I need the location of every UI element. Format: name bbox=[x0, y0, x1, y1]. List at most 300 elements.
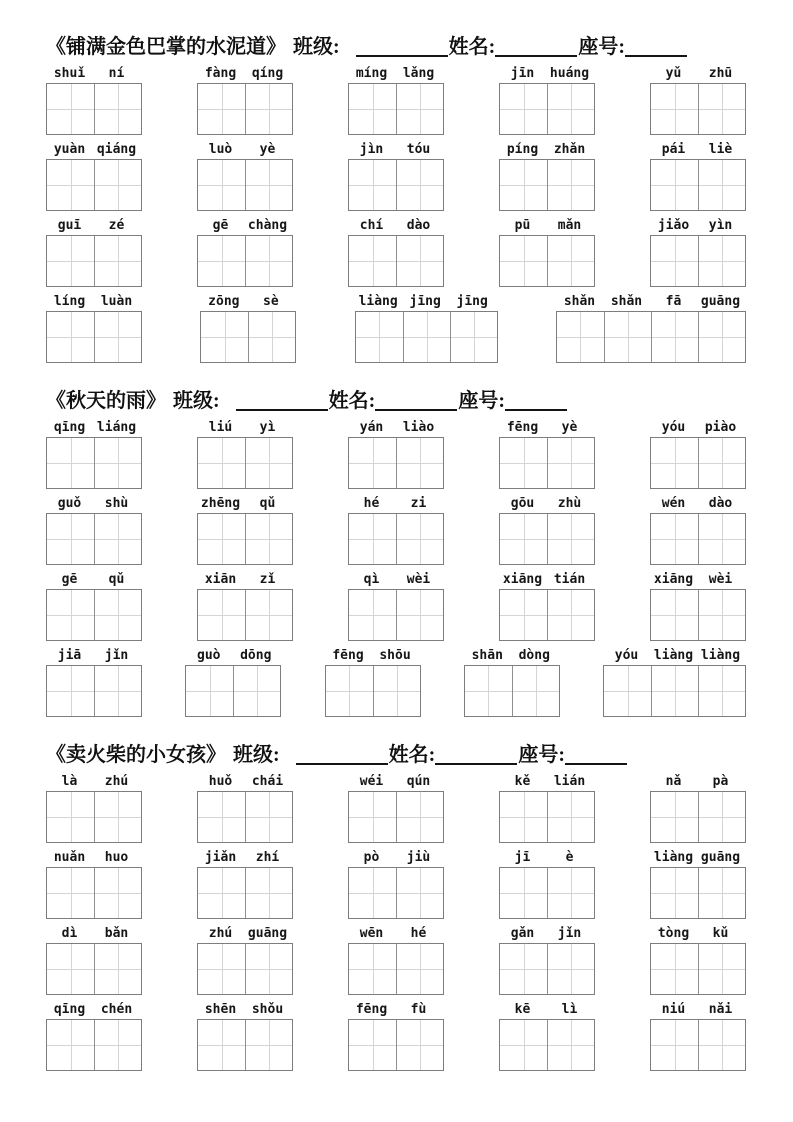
pinyin-word-group bbox=[499, 926, 595, 998]
pinyin-syllable: shēn bbox=[204, 1002, 237, 1017]
pinyin-labels bbox=[499, 218, 595, 234]
pinyin-word-group bbox=[650, 572, 746, 644]
section-title: 《秋天的雨》 bbox=[46, 390, 166, 412]
pinyin-syllable: guāng bbox=[700, 850, 741, 865]
pinyin-labels bbox=[197, 420, 293, 436]
pinyin-labels bbox=[348, 496, 444, 512]
pinyin-syllable: wén bbox=[661, 496, 686, 511]
pinyin-labels bbox=[348, 850, 444, 866]
pinyin-word-group bbox=[650, 926, 746, 998]
writing-cell bbox=[500, 944, 547, 994]
header-field-label: 姓名: bbox=[328, 390, 376, 412]
pinyin-syllable: yóu bbox=[614, 648, 639, 663]
header-field-label: 班级: bbox=[233, 744, 280, 766]
pinyin-syllable: qiáng bbox=[96, 142, 137, 157]
pinyin-syllable: guǒ bbox=[57, 496, 82, 511]
writing-grid bbox=[499, 943, 595, 995]
writing-cell bbox=[500, 84, 547, 134]
pinyin-word-group bbox=[197, 66, 293, 138]
pinyin-syllable: fā bbox=[665, 294, 682, 309]
pinyin-syllable: xiāng bbox=[653, 572, 694, 587]
writing-cell bbox=[94, 160, 141, 210]
writing-cell bbox=[500, 514, 547, 564]
pinyin-syllable: shù bbox=[104, 496, 129, 511]
pinyin-syllable: è bbox=[565, 850, 574, 865]
pinyin-syllable: jiā bbox=[57, 648, 82, 663]
writing-cell bbox=[698, 312, 745, 362]
writing-cell bbox=[186, 666, 233, 716]
writing-grid bbox=[46, 83, 142, 135]
pinyin-word-group bbox=[348, 1002, 444, 1074]
pinyin-syllable: jiǎn bbox=[204, 850, 237, 865]
pinyin-syllable: pò bbox=[363, 850, 380, 865]
pinyin-syllable: qún bbox=[406, 774, 431, 789]
pinyin-syllable: jī bbox=[514, 850, 531, 865]
writing-cell bbox=[94, 1020, 141, 1070]
writing-cell bbox=[547, 160, 594, 210]
writing-cell bbox=[47, 236, 94, 286]
writing-cell bbox=[349, 236, 396, 286]
writing-cell bbox=[94, 312, 141, 362]
writing-grid bbox=[603, 665, 746, 717]
word-row bbox=[46, 496, 746, 568]
writing-cell bbox=[47, 868, 94, 918]
section-header bbox=[46, 390, 748, 413]
writing-grid bbox=[348, 159, 444, 211]
writing-grid bbox=[46, 235, 142, 287]
pinyin-word-group bbox=[197, 1002, 293, 1074]
pinyin-word-group bbox=[46, 774, 142, 846]
pinyin-word-group bbox=[197, 850, 293, 922]
pinyin-labels bbox=[46, 572, 142, 588]
pinyin-syllable: jīng bbox=[456, 294, 488, 309]
writing-grid bbox=[650, 791, 746, 843]
writing-grid bbox=[348, 867, 444, 919]
writing-grid bbox=[348, 235, 444, 287]
pinyin-labels bbox=[46, 774, 142, 790]
writing-grid bbox=[650, 235, 746, 287]
header-field-label: 座号: bbox=[518, 744, 566, 766]
header-blank-line bbox=[375, 406, 457, 411]
writing-grid bbox=[348, 513, 444, 565]
pinyin-syllable: kē bbox=[514, 1002, 531, 1017]
pinyin-labels bbox=[355, 294, 498, 310]
pinyin-syllable: fù bbox=[410, 1002, 427, 1017]
pinyin-labels bbox=[603, 648, 746, 664]
writing-grid bbox=[200, 311, 296, 363]
writing-cell bbox=[349, 84, 396, 134]
pinyin-word-group bbox=[197, 496, 293, 568]
writing-cell bbox=[198, 514, 245, 564]
writing-cell bbox=[245, 514, 292, 564]
writing-cell bbox=[500, 792, 547, 842]
writing-grid bbox=[46, 513, 142, 565]
pinyin-word-group bbox=[499, 572, 595, 644]
header-field-label: 座号: bbox=[578, 36, 626, 58]
pinyin-syllable: hé bbox=[410, 926, 427, 941]
pinyin-labels bbox=[348, 420, 444, 436]
writing-cell bbox=[47, 1020, 94, 1070]
pinyin-syllable: pà bbox=[712, 774, 729, 789]
pinyin-syllable: gē bbox=[212, 218, 229, 233]
pinyin-syllable: zhú bbox=[208, 926, 233, 941]
pinyin-labels bbox=[650, 1002, 746, 1018]
writing-cell bbox=[698, 236, 745, 286]
header-field-label: 座号: bbox=[458, 390, 506, 412]
writing-cell bbox=[557, 312, 604, 362]
writing-cell bbox=[396, 1020, 443, 1070]
writing-cell bbox=[547, 944, 594, 994]
pinyin-word-group bbox=[348, 66, 444, 138]
writing-cell bbox=[47, 944, 94, 994]
pinyin-syllable: zhù bbox=[557, 496, 582, 511]
writing-cell bbox=[245, 438, 292, 488]
pinyin-word-group bbox=[46, 142, 142, 214]
pinyin-labels bbox=[185, 648, 281, 664]
writing-cell bbox=[698, 944, 745, 994]
pinyin-syllable: zōng bbox=[208, 294, 240, 309]
pinyin-syllable: shǒu bbox=[251, 1002, 284, 1017]
pinyin-word-group bbox=[197, 926, 293, 998]
pinyin-labels bbox=[499, 66, 595, 82]
writing-cell bbox=[465, 666, 512, 716]
writing-grid bbox=[46, 665, 142, 717]
pinyin-syllable: ní bbox=[108, 66, 125, 81]
writing-cell bbox=[356, 312, 403, 362]
header-field-label: 姓名: bbox=[388, 744, 436, 766]
pinyin-syllable: guāng bbox=[700, 294, 741, 309]
pinyin-syllable: chén bbox=[100, 1002, 133, 1017]
word-row bbox=[46, 142, 746, 214]
pinyin-syllable: zhēng bbox=[200, 496, 241, 511]
pinyin-word-group bbox=[650, 420, 746, 492]
writing-cell bbox=[245, 944, 292, 994]
writing-cell bbox=[651, 438, 698, 488]
pinyin-syllable: guò bbox=[197, 648, 221, 663]
pinyin-syllable: fēng bbox=[332, 648, 364, 663]
pinyin-word-group bbox=[499, 850, 595, 922]
pinyin-syllable: hé bbox=[363, 496, 380, 511]
pinyin-labels bbox=[650, 850, 746, 866]
writing-grid bbox=[499, 589, 595, 641]
pinyin-syllable: fēng bbox=[355, 1002, 388, 1017]
writing-cell bbox=[698, 868, 745, 918]
writing-cell bbox=[245, 868, 292, 918]
writing-cell bbox=[47, 514, 94, 564]
pinyin-labels bbox=[348, 1002, 444, 1018]
pinyin-syllable: fàng bbox=[204, 66, 237, 81]
writing-cell bbox=[651, 590, 698, 640]
writing-grid bbox=[650, 437, 746, 489]
header-blank-line bbox=[435, 760, 517, 765]
writing-cell bbox=[94, 84, 141, 134]
header-blank-line bbox=[505, 406, 567, 411]
writing-cell bbox=[698, 438, 745, 488]
pinyin-syllable: kǔ bbox=[712, 926, 729, 941]
writing-grid bbox=[650, 159, 746, 211]
pinyin-syllable: bǎn bbox=[104, 926, 129, 941]
pinyin-word-group bbox=[348, 496, 444, 568]
writing-grid bbox=[197, 943, 293, 995]
writing-cell bbox=[651, 514, 698, 564]
header-field-label: 班级: bbox=[293, 36, 340, 58]
pinyin-labels bbox=[499, 496, 595, 512]
writing-cell bbox=[245, 792, 292, 842]
pinyin-word-group bbox=[348, 850, 444, 922]
pinyin-syllable: huo bbox=[104, 850, 129, 865]
pinyin-syllable: wēn bbox=[359, 926, 384, 941]
pinyin-syllable: shǎn bbox=[563, 294, 596, 309]
writing-grid bbox=[46, 159, 142, 211]
writing-cell bbox=[349, 944, 396, 994]
pinyin-syllable: chí bbox=[359, 218, 384, 233]
pinyin-labels bbox=[348, 926, 444, 942]
pinyin-word-group bbox=[650, 66, 746, 138]
writing-grid bbox=[499, 83, 595, 135]
pinyin-syllable: luò bbox=[208, 142, 233, 157]
pinyin-syllable: yè bbox=[561, 420, 578, 435]
pinyin-syllable: yán bbox=[359, 420, 384, 435]
writing-cell bbox=[198, 160, 245, 210]
pinyin-labels bbox=[650, 142, 746, 158]
pinyin-labels bbox=[348, 218, 444, 234]
word-row bbox=[46, 294, 746, 366]
writing-cell bbox=[547, 438, 594, 488]
writing-cell bbox=[547, 868, 594, 918]
pinyin-syllable: yè bbox=[259, 142, 276, 157]
pinyin-labels bbox=[499, 1002, 595, 1018]
pinyin-syllable: jǐn bbox=[104, 648, 129, 663]
pinyin-word-group bbox=[185, 648, 281, 720]
pinyin-syllable: jiǎo bbox=[657, 218, 690, 233]
writing-cell bbox=[500, 160, 547, 210]
pinyin-labels bbox=[197, 218, 293, 234]
writing-grid bbox=[46, 437, 142, 489]
writing-cell bbox=[651, 236, 698, 286]
header-blank-line bbox=[565, 760, 627, 765]
word-row bbox=[46, 648, 746, 720]
writing-grid bbox=[650, 589, 746, 641]
writing-cell bbox=[349, 514, 396, 564]
writing-cell bbox=[198, 792, 245, 842]
pinyin-word-group bbox=[46, 218, 142, 290]
writing-cell bbox=[396, 160, 443, 210]
writing-cell bbox=[47, 438, 94, 488]
pinyin-word-group bbox=[46, 1002, 142, 1074]
writing-cell bbox=[349, 868, 396, 918]
pinyin-word-group bbox=[46, 850, 142, 922]
pinyin-syllable: qì bbox=[363, 572, 380, 587]
pinyin-syllable: xiāng bbox=[502, 572, 543, 587]
writing-grid bbox=[46, 943, 142, 995]
pinyin-labels bbox=[46, 294, 142, 310]
writing-grid bbox=[46, 867, 142, 919]
pinyin-labels bbox=[46, 218, 142, 234]
writing-grid bbox=[499, 159, 595, 211]
writing-cell bbox=[547, 792, 594, 842]
writing-grid bbox=[650, 513, 746, 565]
writing-cell bbox=[651, 84, 698, 134]
writing-cell bbox=[604, 666, 651, 716]
pinyin-word-group bbox=[197, 420, 293, 492]
writing-cell bbox=[500, 590, 547, 640]
writing-cell bbox=[547, 514, 594, 564]
writing-grid bbox=[197, 1019, 293, 1071]
pinyin-word-group bbox=[499, 66, 595, 138]
pinyin-syllable: là bbox=[61, 774, 78, 789]
pinyin-syllable: mǎn bbox=[557, 218, 582, 233]
writing-grid bbox=[499, 867, 595, 919]
pinyin-syllable: wèi bbox=[406, 572, 431, 587]
pinyin-labels bbox=[650, 420, 746, 436]
pinyin-syllable: huáng bbox=[549, 66, 590, 81]
writing-grid bbox=[650, 867, 746, 919]
pinyin-labels bbox=[348, 66, 444, 82]
pinyin-syllable: luàn bbox=[100, 294, 133, 309]
pinyin-syllable: sè bbox=[263, 294, 279, 309]
pinyin-syllable: liàng bbox=[653, 850, 694, 865]
writing-cell bbox=[245, 590, 292, 640]
pinyin-word-group bbox=[46, 294, 142, 366]
header-field-label: 班级: bbox=[173, 390, 220, 412]
pinyin-word-group bbox=[464, 648, 560, 720]
writing-grid bbox=[348, 791, 444, 843]
pinyin-syllable: dì bbox=[61, 926, 78, 941]
writing-cell bbox=[651, 666, 698, 716]
writing-cell bbox=[94, 944, 141, 994]
pinyin-syllable: shuǐ bbox=[53, 66, 86, 81]
writing-grid bbox=[650, 943, 746, 995]
pinyin-syllable: shān bbox=[471, 648, 503, 663]
pinyin-syllable: jìn bbox=[359, 142, 384, 157]
pinyin-syllable: liáng bbox=[96, 420, 137, 435]
pinyin-word-group bbox=[325, 648, 421, 720]
pinyin-syllable: jǐn bbox=[557, 926, 582, 941]
header-blank-line bbox=[356, 52, 448, 57]
writing-grid bbox=[348, 83, 444, 135]
word-row bbox=[46, 218, 746, 290]
pinyin-syllable: zhú bbox=[104, 774, 129, 789]
writing-cell bbox=[396, 84, 443, 134]
pinyin-syllable: chái bbox=[251, 774, 284, 789]
pinyin-word-group bbox=[499, 420, 595, 492]
pinyin-syllable: qīng bbox=[53, 1002, 86, 1017]
writing-cell bbox=[651, 312, 698, 362]
pinyin-syllable: dào bbox=[708, 496, 733, 511]
writing-cell bbox=[349, 590, 396, 640]
section-header bbox=[46, 36, 748, 59]
pinyin-labels bbox=[348, 774, 444, 790]
writing-cell bbox=[326, 666, 373, 716]
writing-cell bbox=[698, 514, 745, 564]
writing-cell bbox=[94, 666, 141, 716]
pinyin-syllable: wèi bbox=[708, 572, 733, 587]
pinyin-syllable: lǎng bbox=[402, 66, 435, 81]
word-row bbox=[46, 420, 746, 492]
writing-grid bbox=[348, 943, 444, 995]
pinyin-labels bbox=[650, 496, 746, 512]
writing-cell bbox=[94, 236, 141, 286]
writing-cell bbox=[94, 868, 141, 918]
pinyin-syllable: tián bbox=[553, 572, 586, 587]
pinyin-labels bbox=[556, 294, 746, 310]
writing-grid bbox=[197, 83, 293, 135]
writing-cell bbox=[94, 438, 141, 488]
pinyin-word-group bbox=[197, 218, 293, 290]
word-row bbox=[46, 1002, 746, 1074]
writing-cell bbox=[396, 792, 443, 842]
pinyin-labels bbox=[650, 572, 746, 588]
pinyin-syllable: liè bbox=[708, 142, 733, 157]
writing-cell bbox=[396, 514, 443, 564]
pinyin-labels bbox=[325, 648, 421, 664]
pinyin-syllable: yǔ bbox=[665, 66, 682, 81]
writing-cell bbox=[245, 1020, 292, 1070]
writing-cell bbox=[698, 792, 745, 842]
pinyin-syllable: gē bbox=[61, 572, 78, 587]
pinyin-syllable: píng bbox=[506, 142, 539, 157]
worksheet-section bbox=[46, 36, 748, 366]
pinyin-word-group bbox=[348, 420, 444, 492]
word-row bbox=[46, 66, 746, 138]
pinyin-word-group bbox=[650, 218, 746, 290]
pinyin-syllable: nǎi bbox=[708, 1002, 733, 1017]
writing-cell bbox=[245, 160, 292, 210]
writing-cell bbox=[245, 236, 292, 286]
pinyin-syllable: zé bbox=[108, 218, 125, 233]
writing-grid bbox=[46, 791, 142, 843]
pinyin-word-group bbox=[46, 496, 142, 568]
pinyin-word-group bbox=[650, 774, 746, 846]
pinyin-syllable: zhǎn bbox=[553, 142, 586, 157]
pinyin-word-group bbox=[650, 1002, 746, 1074]
writing-cell bbox=[201, 312, 248, 362]
pinyin-syllable: yóu bbox=[661, 420, 686, 435]
section-title: 《铺满金色巴掌的水泥道》 bbox=[46, 36, 286, 58]
pinyin-labels bbox=[46, 850, 142, 866]
header-blank-line bbox=[625, 52, 687, 57]
pinyin-syllable: jīn bbox=[510, 66, 535, 81]
header-field-label: 姓名: bbox=[448, 36, 496, 58]
writing-grid bbox=[348, 589, 444, 641]
writing-grid bbox=[46, 589, 142, 641]
pinyin-syllable: zhū bbox=[708, 66, 733, 81]
writing-grid bbox=[499, 235, 595, 287]
writing-cell bbox=[396, 944, 443, 994]
pinyin-syllable: qǔ bbox=[259, 496, 276, 511]
writing-cell bbox=[47, 666, 94, 716]
pinyin-syllable: niú bbox=[661, 1002, 686, 1017]
pinyin-word-group bbox=[355, 294, 498, 366]
writing-grid bbox=[197, 589, 293, 641]
pinyin-syllable: yì bbox=[259, 420, 276, 435]
pinyin-word-group bbox=[499, 774, 595, 846]
writing-cell bbox=[698, 1020, 745, 1070]
pinyin-word-group bbox=[46, 420, 142, 492]
pinyin-syllable: nǎ bbox=[665, 774, 682, 789]
pinyin-word-group bbox=[650, 142, 746, 214]
writing-cell bbox=[349, 160, 396, 210]
writing-cell bbox=[198, 236, 245, 286]
word-row bbox=[46, 572, 746, 644]
pinyin-syllable: zǐ bbox=[259, 572, 276, 587]
writing-grid bbox=[185, 665, 281, 717]
pinyin-labels bbox=[499, 142, 595, 158]
pinyin-syllable: míng bbox=[355, 66, 388, 81]
pinyin-word-group bbox=[46, 572, 142, 644]
writing-grid bbox=[650, 83, 746, 135]
pinyin-labels bbox=[499, 926, 595, 942]
